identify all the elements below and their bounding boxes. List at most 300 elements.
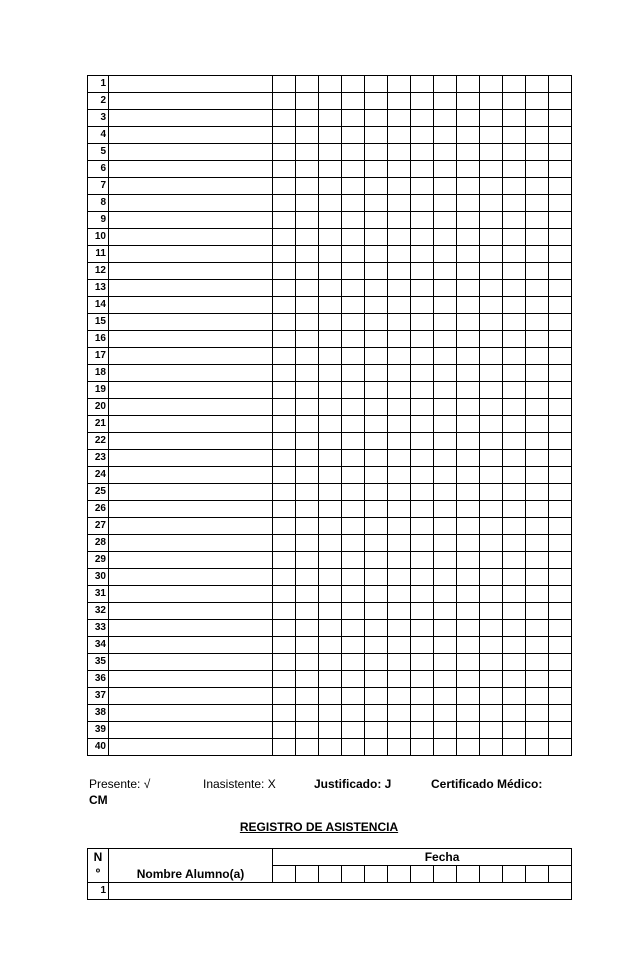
attendance-cell [503, 518, 526, 535]
attendance-cell [549, 195, 572, 212]
attendance-cell [365, 722, 388, 739]
attendance-cell [273, 297, 296, 314]
student-row [88, 518, 572, 535]
student-name-cell [109, 467, 273, 484]
attendance-cell [480, 688, 503, 705]
attendance-cell [434, 501, 457, 518]
attendance-cell [526, 416, 549, 433]
attendance-cell [273, 722, 296, 739]
attendance-cell [365, 110, 388, 127]
attendance-cell [503, 382, 526, 399]
attendance-cell [296, 382, 319, 399]
attendance-cell [388, 93, 411, 110]
attendance-cell [457, 535, 480, 552]
attendance-cell [296, 212, 319, 229]
attendance-cell [434, 280, 457, 297]
attendance-cell [342, 144, 365, 161]
attendance-cell [549, 93, 572, 110]
attendance-cell [457, 484, 480, 501]
attendance-cell [296, 93, 319, 110]
student-name-cell [109, 76, 273, 93]
attendance-cell [526, 671, 549, 688]
attendance-cell [319, 297, 342, 314]
attendance-cell [319, 416, 342, 433]
attendance-cell [480, 739, 503, 756]
attendance-cell [526, 722, 549, 739]
date-cell [480, 866, 503, 883]
attendance-cell [342, 552, 365, 569]
attendance-cell [549, 280, 572, 297]
attendance-cell [503, 297, 526, 314]
attendance-cell [434, 518, 457, 535]
attendance-cell [365, 229, 388, 246]
attendance-cell [434, 348, 457, 365]
attendance-cell [296, 535, 319, 552]
attendance-cell [503, 229, 526, 246]
legend-certificado-code: CM [89, 793, 108, 807]
attendance-cell [296, 314, 319, 331]
student-row [88, 280, 572, 297]
attendance-cell [434, 705, 457, 722]
attendance-cell [457, 161, 480, 178]
attendance-cell [319, 110, 342, 127]
attendance-cell [411, 705, 434, 722]
attendance-cell [434, 569, 457, 586]
attendance-cell [319, 739, 342, 756]
attendance-cell [549, 688, 572, 705]
student-name-cell [109, 144, 273, 161]
attendance-cell [480, 178, 503, 195]
attendance-cell [296, 178, 319, 195]
attendance-cell [549, 552, 572, 569]
attendance-cell [388, 365, 411, 382]
attendance-cell [388, 416, 411, 433]
attendance-cell [273, 314, 296, 331]
student-row [88, 688, 572, 705]
attendance-cell [503, 433, 526, 450]
attendance-cell [296, 654, 319, 671]
attendance-cell [319, 212, 342, 229]
attendance-cell [503, 314, 526, 331]
student-name-cell [109, 535, 273, 552]
attendance-cell [434, 620, 457, 637]
attendance-cell [273, 229, 296, 246]
date-cell [273, 866, 296, 883]
attendance-cell [503, 654, 526, 671]
attendance-cell [342, 484, 365, 501]
attendance-cell [273, 705, 296, 722]
attendance-cell [503, 688, 526, 705]
attendance-cell [342, 416, 365, 433]
attendance-cell [319, 246, 342, 263]
attendance-cell [296, 552, 319, 569]
attendance-cell [365, 637, 388, 654]
attendance-cell [434, 688, 457, 705]
attendance-cell [296, 280, 319, 297]
attendance-cell [388, 76, 411, 93]
row-number: 29 [88, 552, 109, 569]
number-header-label-top: N [93, 850, 103, 864]
attendance-cell [411, 127, 434, 144]
row-number: 6 [88, 161, 109, 178]
attendance-cell [273, 450, 296, 467]
student-row [88, 212, 572, 229]
row-number: 1 [88, 76, 109, 93]
row-number: 34 [88, 637, 109, 654]
attendance-cell [526, 586, 549, 603]
attendance-cell [296, 671, 319, 688]
number-column-header [88, 849, 109, 883]
attendance-cell [549, 654, 572, 671]
attendance-cell [457, 399, 480, 416]
attendance-cell [526, 467, 549, 484]
attendance-cell [296, 161, 319, 178]
attendance-cell [388, 705, 411, 722]
attendance-cell [319, 161, 342, 178]
attendance-cell [365, 484, 388, 501]
attendance-cell [342, 739, 365, 756]
row-number: 15 [88, 314, 109, 331]
student-row [88, 365, 572, 382]
row-number: 37 [88, 688, 109, 705]
attendance-cell [388, 280, 411, 297]
attendance-cell [434, 178, 457, 195]
attendance-cell [273, 331, 296, 348]
attendance-cell [526, 603, 549, 620]
student-row [88, 637, 572, 654]
attendance-cell [365, 467, 388, 484]
attendance-cell [411, 518, 434, 535]
row-number: 18 [88, 365, 109, 382]
attendance-cell [457, 671, 480, 688]
student-name-cell [109, 212, 273, 229]
student-name-cell [109, 93, 273, 110]
attendance-cell [411, 603, 434, 620]
attendance-cell [434, 535, 457, 552]
attendance-cell [319, 637, 342, 654]
student-row [88, 195, 572, 212]
attendance-cell [503, 110, 526, 127]
attendance-cell [526, 263, 549, 280]
attendance-cell [273, 178, 296, 195]
attendance-cell [342, 467, 365, 484]
attendance-cell [411, 637, 434, 654]
student-name-cell [109, 399, 273, 416]
attendance-cell [273, 688, 296, 705]
attendance-cell [480, 229, 503, 246]
attendance-cell [526, 654, 549, 671]
attendance-cell [434, 722, 457, 739]
date-cell [319, 866, 342, 883]
attendance-cell [296, 637, 319, 654]
attendance-cell [526, 110, 549, 127]
student-row [88, 484, 572, 501]
attendance-cell [503, 280, 526, 297]
attendance-cell [526, 620, 549, 637]
attendance-cell [388, 688, 411, 705]
attendance-cell [319, 569, 342, 586]
attendance-cell [342, 195, 365, 212]
attendance-cell [503, 535, 526, 552]
attendance-legend [89, 777, 569, 807]
attendance-cell [342, 603, 365, 620]
attendance-cell [411, 229, 434, 246]
attendance-cell [319, 144, 342, 161]
attendance-cell [365, 399, 388, 416]
attendance-cell [480, 314, 503, 331]
attendance-cell [319, 348, 342, 365]
attendance-cell [273, 620, 296, 637]
attendance-cell [434, 365, 457, 382]
attendance-cell [503, 263, 526, 280]
attendance-cell [365, 144, 388, 161]
attendance-cell [526, 569, 549, 586]
student-name-cell [109, 246, 273, 263]
attendance-cell [480, 297, 503, 314]
attendance-cell [273, 671, 296, 688]
attendance-cell [526, 76, 549, 93]
attendance-cell [457, 110, 480, 127]
row-number: 25 [88, 484, 109, 501]
row-number: 22 [88, 433, 109, 450]
student-name-cell [109, 739, 273, 756]
attendance-cell [319, 280, 342, 297]
attendance-cell [457, 705, 480, 722]
student-name-cell [109, 161, 273, 178]
row-number: 3 [88, 110, 109, 127]
row-number: 28 [88, 535, 109, 552]
attendance-cell [319, 76, 342, 93]
attendance-cell [342, 620, 365, 637]
attendance-cell [434, 586, 457, 603]
attendance-cell [388, 178, 411, 195]
date-cell [342, 866, 365, 883]
attendance-cell [526, 314, 549, 331]
student-name-cell [109, 263, 273, 280]
attendance-cell [457, 501, 480, 518]
attendance-cell [457, 93, 480, 110]
attendance-cell [365, 586, 388, 603]
attendance-cell [434, 127, 457, 144]
attendance-cell [457, 416, 480, 433]
student-row [88, 399, 572, 416]
attendance-cell [503, 705, 526, 722]
attendance-cell [434, 467, 457, 484]
attendance-cell [480, 365, 503, 382]
attendance-cell [411, 246, 434, 263]
attendance-cell [503, 161, 526, 178]
attendance-cell [434, 399, 457, 416]
row-number: 20 [88, 399, 109, 416]
attendance-cell [526, 484, 549, 501]
attendance-cell [365, 93, 388, 110]
attendance-cell [411, 263, 434, 280]
attendance-cell [549, 365, 572, 382]
attendance-cell [411, 501, 434, 518]
attendance-cell [549, 433, 572, 450]
attendance-cell [549, 212, 572, 229]
attendance-cell [296, 467, 319, 484]
attendance-cell [319, 535, 342, 552]
student-name-cell [109, 348, 273, 365]
attendance-cell [526, 688, 549, 705]
attendance-cell [411, 76, 434, 93]
attendance-cell [457, 722, 480, 739]
attendance-cell [342, 229, 365, 246]
attendance-cell [342, 382, 365, 399]
attendance-cell [296, 569, 319, 586]
attendance-cell [388, 569, 411, 586]
attendance-cell [319, 433, 342, 450]
attendance-cell [296, 739, 319, 756]
attendance-cell [549, 382, 572, 399]
student-name-cell [109, 501, 273, 518]
attendance-cell [411, 416, 434, 433]
student-name-cell [109, 586, 273, 603]
student-row [88, 722, 572, 739]
attendance-cell [503, 501, 526, 518]
attendance-cell [319, 552, 342, 569]
attendance-cell [434, 297, 457, 314]
attendance-cell [526, 739, 549, 756]
attendance-cell [549, 416, 572, 433]
student-name-cell [109, 569, 273, 586]
attendance-cell [434, 246, 457, 263]
attendance-cell [319, 229, 342, 246]
student-name-cell [109, 178, 273, 195]
attendance-cell [273, 416, 296, 433]
attendance-cell [342, 161, 365, 178]
student-row [88, 331, 572, 348]
attendance-cell [365, 518, 388, 535]
student-name-header: Nombre Alumno(a) [109, 849, 273, 883]
student-name-cell [109, 331, 273, 348]
attendance-cell [503, 246, 526, 263]
attendance-cell [342, 654, 365, 671]
student-name-cell [109, 671, 273, 688]
attendance-cell [296, 433, 319, 450]
attendance-cell [342, 637, 365, 654]
attendance-cell [365, 178, 388, 195]
attendance-cell [549, 161, 572, 178]
attendance-cell [273, 637, 296, 654]
row-number: 11 [88, 246, 109, 263]
row-number: 36 [88, 671, 109, 688]
student-row [88, 144, 572, 161]
attendance-cell [319, 484, 342, 501]
attendance-cell [296, 127, 319, 144]
attendance-cell [319, 178, 342, 195]
attendance-cell [503, 552, 526, 569]
row-number: 16 [88, 331, 109, 348]
attendance-cell [319, 399, 342, 416]
attendance-cell [457, 314, 480, 331]
attendance-cell [319, 603, 342, 620]
attendance-cell [503, 603, 526, 620]
attendance-cell [273, 93, 296, 110]
student-name-cell [109, 416, 273, 433]
attendance-cell [273, 518, 296, 535]
attendance-cell [503, 450, 526, 467]
attendance-cell [526, 212, 549, 229]
attendance-cell [526, 705, 549, 722]
legend-inasistente: Inasistente: X [203, 777, 276, 791]
student-name-cell [109, 722, 273, 739]
attendance-cell [273, 161, 296, 178]
attendance-cell [365, 127, 388, 144]
attendance-cell [457, 518, 480, 535]
student-row [88, 654, 572, 671]
attendance-cell [503, 212, 526, 229]
attendance-cell [503, 127, 526, 144]
attendance-cell [388, 382, 411, 399]
attendance-cell [388, 535, 411, 552]
row-number: 19 [88, 382, 109, 399]
attendance-cell [411, 535, 434, 552]
student-name-cell [109, 518, 273, 535]
attendance-cell [388, 654, 411, 671]
attendance-cell [411, 144, 434, 161]
attendance-cell [434, 314, 457, 331]
attendance-cell [549, 263, 572, 280]
attendance-cell [365, 705, 388, 722]
attendance-cell [503, 144, 526, 161]
attendance-cell [549, 722, 572, 739]
attendance-cell [342, 518, 365, 535]
attendance-cell [549, 331, 572, 348]
row-number: 7 [88, 178, 109, 195]
attendance-cell [296, 110, 319, 127]
attendance-cell [480, 467, 503, 484]
attendance-cell [296, 229, 319, 246]
attendance-cell [480, 569, 503, 586]
attendance-cell [365, 212, 388, 229]
attendance-cell [388, 144, 411, 161]
attendance-cell [526, 365, 549, 382]
attendance-cell [273, 433, 296, 450]
attendance-cell [388, 263, 411, 280]
attendance-cell [273, 144, 296, 161]
attendance-cell [457, 178, 480, 195]
date-header: Fecha [273, 849, 572, 866]
attendance-cell [319, 688, 342, 705]
student-row [88, 883, 572, 900]
student-row [88, 161, 572, 178]
attendance-cell [549, 127, 572, 144]
attendance-cell [273, 382, 296, 399]
attendance-cell [480, 212, 503, 229]
attendance-cell [411, 212, 434, 229]
attendance-cell [549, 314, 572, 331]
attendance-cell [549, 450, 572, 467]
attendance-cell [342, 705, 365, 722]
attendance-cell [457, 569, 480, 586]
attendance-cell [365, 535, 388, 552]
attendance-cell [526, 161, 549, 178]
attendance-cell [457, 552, 480, 569]
attendance-cell [526, 331, 549, 348]
student-row [88, 110, 572, 127]
attendance-cell [365, 331, 388, 348]
date-cell [411, 866, 434, 883]
attendance-cell [273, 348, 296, 365]
attendance-cell [342, 688, 365, 705]
attendance-cell [388, 586, 411, 603]
attendance-cell [457, 246, 480, 263]
attendance-cell [365, 671, 388, 688]
attendance-cell [319, 450, 342, 467]
attendance-cell [273, 552, 296, 569]
